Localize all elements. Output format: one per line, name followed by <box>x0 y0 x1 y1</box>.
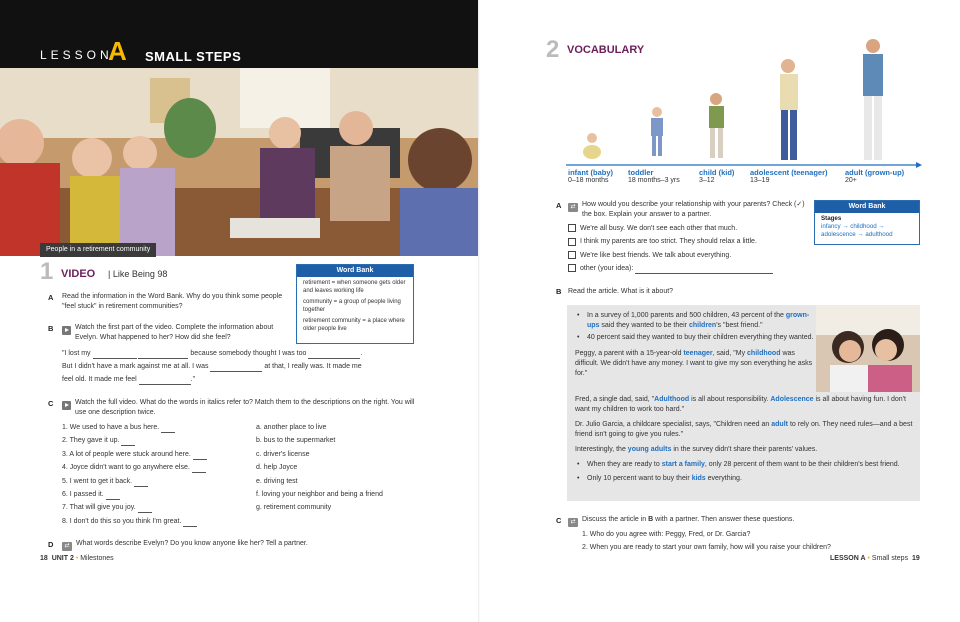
unit-topic: Milestones <box>80 555 114 562</box>
exercise-label-a: A <box>556 201 562 210</box>
checkbox-label: We're all busy. We don't see each other that much. <box>580 225 738 232</box>
match-item: 1. We used to have a bus here. <box>62 423 252 436</box>
blank-field[interactable] <box>210 363 262 372</box>
blank-field[interactable] <box>138 350 188 359</box>
lesson-topic: Small steps <box>871 555 909 562</box>
match-option: g. retirement community <box>256 504 332 512</box>
exercise-label-b: B <box>556 287 562 296</box>
stage-adolescent <box>750 168 828 184</box>
article-paragraph: Dr. Julio Garcia, a childcare specialist, says, "Children need an adult to rely on. They need rules—and a best friend isn't going to give you rules." <box>575 421 913 438</box>
bullet-icon: • <box>577 461 580 468</box>
unit-label: UNIT 2 <box>51 555 74 562</box>
exercise-label-c: C <box>556 516 562 525</box>
cloze-text: ." <box>190 376 196 383</box>
stage-name: infant (baby) <box>568 168 613 177</box>
pair-work-icon: ⇄ <box>568 199 578 217</box>
match-items <box>62 423 252 530</box>
word-bank-entry: retirement = when someone gets older and leaves working life <box>303 280 406 294</box>
article-bullet: • In a survey of 1,000 parents and 500 children, 43 percent of the grown-ups said they wanted to be their children's "best friend." <box>577 312 810 329</box>
word-bank-entry: community = a group of people living together <box>303 299 401 313</box>
cloze-line-3 <box>62 375 422 385</box>
lesson-letter: A <box>108 36 127 66</box>
match-item: 8. I don't do this so you think I'm great. <box>62 517 252 530</box>
article-text-bottom <box>575 395 915 484</box>
blank-field[interactable] <box>139 376 191 385</box>
article-paragraph: Peggy, a parent with a 15-year-old teenager, said, "My childhood was difficult. We didn't have any money. I want to give my son everything he asks for." <box>575 350 813 377</box>
exercise-label-a: A <box>48 293 54 302</box>
section-title-vocabulary: VOCABULARY <box>567 44 645 56</box>
photo-caption: People in a retirement community <box>40 243 156 257</box>
article-text-top <box>577 311 815 385</box>
word-bank-right <box>814 200 920 245</box>
stage-infant <box>568 168 613 184</box>
stage-child <box>699 168 734 184</box>
word-bank-line: infancy → childhood → <box>821 223 885 230</box>
bullet-icon: • <box>867 555 870 562</box>
checkbox-label: I think my parents are too strict. They should relax a little. <box>580 238 757 246</box>
checkbox-list <box>568 224 808 278</box>
parent-child-photo <box>816 305 920 392</box>
right-footer <box>830 555 920 562</box>
bullet-icon: • <box>577 312 580 319</box>
word-bank-entry: retirement community = a place where older people live <box>303 318 405 332</box>
stage-name: toddler <box>628 168 654 177</box>
checkbox-option[interactable] <box>568 224 808 237</box>
stage-name: child (kid) <box>699 168 735 177</box>
exercise-b-text: Read the article. What is it about? <box>568 288 674 295</box>
blank-field[interactable] <box>308 350 363 359</box>
match-option: d. help Joyce <box>256 464 298 472</box>
match-option: f. loving your neighbor and being a friend <box>256 490 383 498</box>
checkbox[interactable] <box>568 238 576 246</box>
stage-age: 0–18 months <box>568 177 609 184</box>
word-bank-subtitle: Stages <box>821 215 842 222</box>
stage-toddler <box>628 168 680 184</box>
cloze-text: at that, I really was. It made me <box>264 363 362 370</box>
cloze-text: . <box>360 350 363 357</box>
exercise-a-text: Read the information in the Word Bank. Why do you think some people "feel stuck" in retirement communities? <box>62 293 283 310</box>
stage-age: 3–12 <box>699 177 715 184</box>
cloze-text: But I didn't have a mark against me at all. I was <box>62 363 209 370</box>
cloze-line-2 <box>62 362 422 372</box>
section-number-2: 2 <box>546 36 560 63</box>
article-paragraph: Fred, a single dad, said, "Adulthood is all about responsibility. Adolescence is all about having fun. I don't want my children to work too hard." <box>575 396 906 413</box>
bullet-icon: • <box>577 334 580 341</box>
stage-adult <box>845 168 904 184</box>
word-bank-left <box>296 264 414 344</box>
cloze-text: because somebody thought I was too <box>190 350 307 357</box>
checkbox[interactable] <box>568 264 576 272</box>
exercise-label-b: B <box>48 324 54 333</box>
stage-age: 18 months–3 yrs <box>628 177 680 184</box>
cloze-line-1 <box>62 349 422 359</box>
article-bullet: • 40 percent said they wanted to buy their children everything they wanted. <box>577 334 814 341</box>
stage-age: 20+ <box>845 177 857 184</box>
lesson-title: SMALL STEPS <box>145 49 242 64</box>
article-bullet: • Only 10 percent want to buy their kids everything. <box>577 475 742 482</box>
match-option: a. another place to live <box>256 424 327 431</box>
exercise-d-text: What words describe Evelyn? Do you know anyone like her? Tell a partner. <box>76 540 308 547</box>
page-number: 19 <box>911 555 920 562</box>
stage-name: adult (grown-up) <box>845 168 905 177</box>
match-item: 7. That will give you joy. <box>62 503 252 516</box>
section-number-1: 1 <box>40 258 54 285</box>
match-item: 5. I went to get it back. <box>62 477 252 490</box>
lesson-word: LESSON <box>40 48 113 62</box>
match-item: 4. Joyce didn't want to go anywhere else. <box>62 463 252 476</box>
exercise-label-d: D <box>48 540 54 549</box>
pair-work-icon: ⇄ <box>568 514 578 532</box>
cloze-text: feel old. It made me feel <box>62 376 137 383</box>
left-footer <box>40 555 114 562</box>
video-play-icon <box>62 397 71 415</box>
section-title-video: VIDEO <box>61 268 96 280</box>
word-bank-title: Word Bank <box>815 201 919 213</box>
checkbox-option[interactable] <box>568 264 808 277</box>
match-item: 3. A lot of people were stuck around here. <box>62 450 252 463</box>
checkbox-label: We're like best friends. We talk about everything. <box>580 251 732 259</box>
blank-field[interactable] <box>635 265 773 274</box>
match-item: 2. They gave it up. <box>62 436 252 449</box>
page-number: 18 <box>40 555 48 562</box>
pair-work-icon: ⇄ <box>62 538 72 556</box>
exercise-c-text: Watch the full video. What do the words in italics refer to? Match them to the descriptions on the right. You will use one description twice. <box>75 399 415 416</box>
question-2: 2. When you are ready to start your own family, how will you raise your children? <box>582 544 831 551</box>
video-play-icon <box>62 322 71 340</box>
word-bank-title: Word Bank <box>297 265 413 277</box>
stage-age: 13–19 <box>750 177 770 184</box>
stage-name: adolescent (teenager) <box>750 168 828 177</box>
exercise-b-text: Watch the first part of the video. Complete the information about Evelyn. What happened to her? How did she feel? <box>75 324 274 341</box>
exercise-a-text: How would you describe your relationship with your parents? Check (✓) the box. Explain your answer to a partner. <box>582 201 805 218</box>
article-paragraph: Interestingly, the young adults in the survey didn't share their parents' values. <box>575 446 818 453</box>
retirement-community-photo <box>0 68 480 256</box>
article-bullet: • When they are ready to start a family, only 28 percent of them want to be their children's best friend. <box>577 461 900 468</box>
checkbox-option[interactable] <box>568 251 808 264</box>
match-item: 6. I passed it. <box>62 490 252 503</box>
exercise-label-c: C <box>48 399 54 408</box>
word-bank-line: adolescence → adulthood <box>821 231 893 238</box>
life-stages-illustration <box>566 36 922 168</box>
checkbox-option[interactable] <box>568 237 808 250</box>
section-subtitle: | Like Being 98 <box>108 269 168 279</box>
bullet-icon: • <box>75 555 79 562</box>
blank-field[interactable] <box>93 350 137 359</box>
checkbox[interactable] <box>568 224 576 232</box>
checkbox-label: other (your idea): <box>580 265 634 273</box>
bullet-icon: • <box>577 475 580 482</box>
lesson-label: LESSON A <box>830 555 866 562</box>
match-option: b. bus to the supermarket <box>256 437 336 445</box>
cloze-text: "I lost my <box>62 350 91 357</box>
question-1: 1. Who do you agree with: Peggy, Fred, or Dr. Garcia? <box>582 531 751 538</box>
exercise-c-text: Discuss the article in B with a partner. Then answer these questions. <box>582 516 795 523</box>
match-option: e. driving test <box>256 477 298 485</box>
checkbox[interactable] <box>568 251 576 259</box>
match-options <box>256 423 426 517</box>
match-option: c. driver's license <box>256 450 310 458</box>
